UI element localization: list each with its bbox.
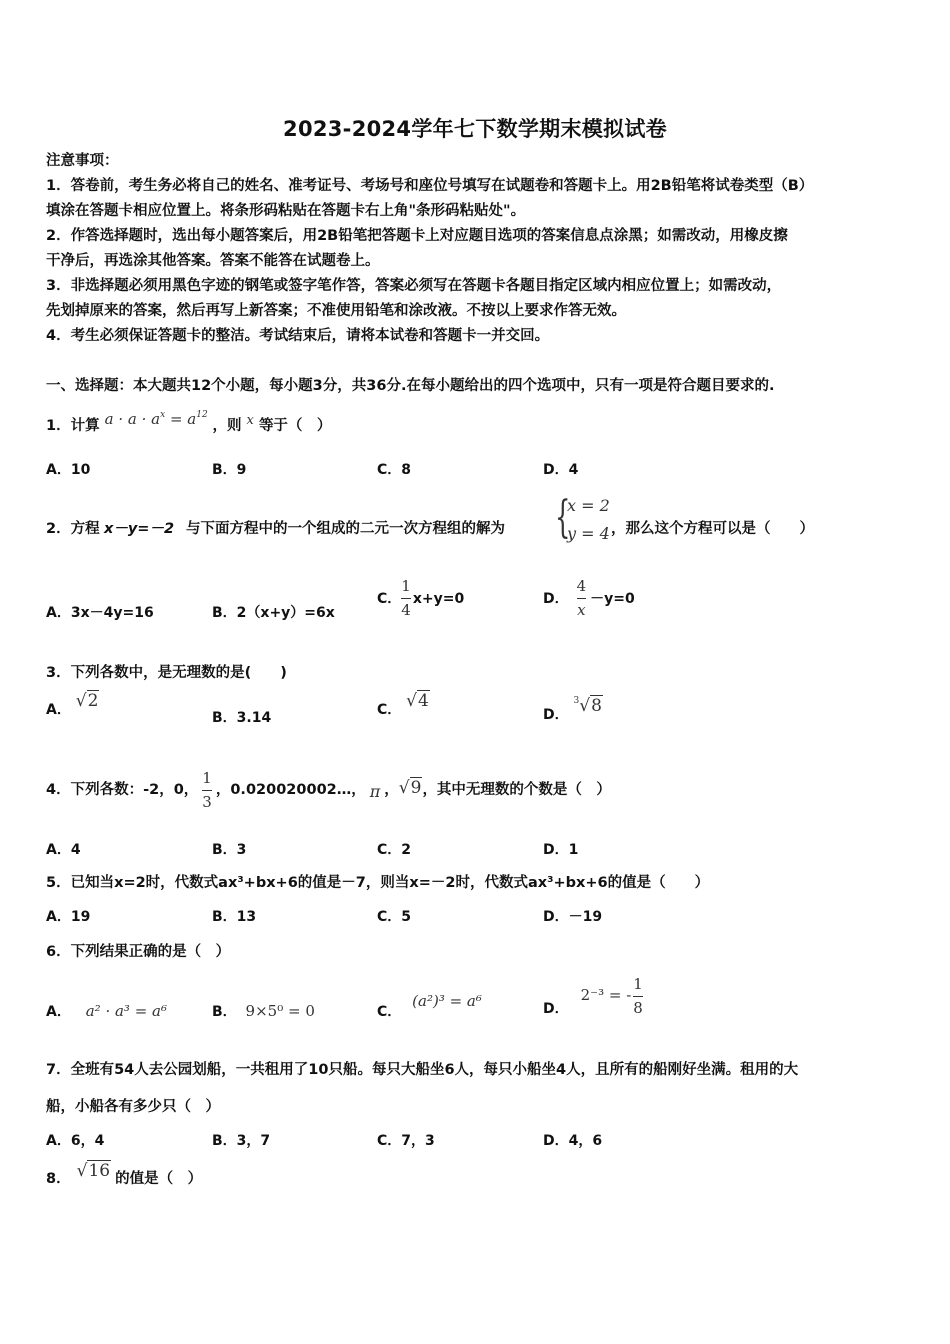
q2-sys-2: y = 4 xyxy=(567,524,610,543)
option-d xyxy=(543,578,635,619)
q6-d-expr: 2⁻³ = - xyxy=(580,985,632,1004)
fraction-numerator: 1 xyxy=(202,768,212,787)
q6-c-label: C． xyxy=(377,1004,402,1020)
pi-symbol: π xyxy=(369,782,381,801)
q4-post: ，其中无理数的个数是（ ） xyxy=(422,782,611,798)
option-a: A．3x－4y=16 xyxy=(46,605,154,621)
option-a: A．10 xyxy=(46,462,91,478)
notice-line: 2．作答选择题时，选出每小题答案后，用2B铅笔把答题卡上对应题目选项的答案信息点涂黑；如需改动，用橡皮擦 xyxy=(46,228,788,244)
fraction-numerator: 1 xyxy=(401,577,411,595)
option-c xyxy=(377,691,430,719)
notice-line: 填涂在答题卡相应位置上。将条形码粘贴在答题卡右上角"条形码粘贴处"。 xyxy=(46,203,526,219)
root-index: 3 xyxy=(573,696,580,706)
option-b: B．2（x+y）=6x xyxy=(212,605,335,621)
q6-d-label: D． xyxy=(543,1000,569,1017)
fraction xyxy=(401,578,411,619)
question-4 xyxy=(46,760,611,820)
q2-c-rest: x+y=0 xyxy=(412,590,465,607)
fraction xyxy=(202,770,212,811)
option-a xyxy=(46,691,99,719)
fraction xyxy=(577,578,587,619)
option-b xyxy=(212,1002,315,1021)
option-d: D．4，6 xyxy=(543,1133,603,1149)
option-c: C．7，3 xyxy=(377,1133,435,1149)
option-d xyxy=(543,976,643,1017)
q4-sep: ， xyxy=(384,782,399,798)
fraction-denominator: x xyxy=(577,601,586,619)
question-7-line-2: 船，小船各有多少只（ ） xyxy=(46,1099,220,1115)
q2-d-label: D． xyxy=(543,590,569,607)
question-8 xyxy=(46,1161,203,1188)
q3-c-label: C． xyxy=(377,702,402,718)
fraction-denominator: 4 xyxy=(401,601,411,619)
notice-line: 3．非选择题必须用黑色字迹的钢笔或签字笔作答，答案必须写在答题卡各题目指定区域内相应位置上；如需改动， xyxy=(46,278,782,294)
sqrt-icon: √4 xyxy=(406,691,429,711)
option-b: B．3.14 xyxy=(212,710,272,726)
option-b: B．9 xyxy=(212,462,247,478)
q1-exp-12: 12 xyxy=(196,410,208,420)
q6-a-expr: a² · a³ = a⁶ xyxy=(85,1002,167,1020)
option-c: C．8 xyxy=(377,462,412,478)
option-a: A．4 xyxy=(46,842,81,858)
fraction-numerator: 4 xyxy=(576,577,587,595)
q6-c-expr: (a²)³ = a⁶ xyxy=(412,992,482,1010)
notice-heading: 注意事项： xyxy=(46,153,119,169)
q1-exp-x: x xyxy=(160,410,166,420)
question-6: 6．下列结果正确的是（ ） xyxy=(46,944,231,960)
q3-a-label: A． xyxy=(46,702,71,718)
fraction-denominator: 8 xyxy=(633,999,643,1017)
radicand: 16 xyxy=(88,1161,111,1181)
q6-b-expr: 9×5⁰ = 0 xyxy=(245,1002,315,1020)
section-heading: 一、选择题：本大题共12个小题，每小题3分，共36分.在每小题给出的四个选项中，只有一项是符合题目要求的. xyxy=(46,378,775,394)
option-b: B．13 xyxy=(212,909,257,925)
cbrt-icon: $^3$√8 xyxy=(573,696,602,716)
notice-line: 干净后，再选涂其他答案。答案不能答在试题卷上。 xyxy=(46,253,380,269)
q6-b-label: B． xyxy=(212,1004,237,1020)
q3-d-label: D． xyxy=(543,707,569,723)
option-a xyxy=(46,1002,167,1021)
q1-post: 等于（ ） xyxy=(258,418,332,434)
q2-eq: x－y=－2 xyxy=(104,521,175,537)
option-d: D．1 xyxy=(543,842,579,858)
option-b: B．3，7 xyxy=(212,1133,271,1149)
option-c xyxy=(377,578,464,619)
option-c xyxy=(377,992,482,1021)
q4-mid: ，0.020020002…， xyxy=(215,782,366,798)
radicand: 4 xyxy=(418,691,429,711)
sqrt-icon: √16 xyxy=(76,1161,111,1181)
radicand: 2 xyxy=(87,691,99,711)
fraction-numerator: 1 xyxy=(633,975,643,993)
sqrt-icon: √2 xyxy=(75,691,99,711)
notice-line: 先划掉原来的答案，然后再写上新答案；不准使用铅笔和涂改液。不按以上要求作答无效。 xyxy=(46,303,626,319)
q8-post: 的值是（ ） xyxy=(115,1171,203,1187)
notice-line: 1．答卷前，考生务必将自己的姓名、准考证号、考场号和座位号填写在试题卷和答题卡上。用2B铅笔将试卷类型（B） xyxy=(46,178,814,194)
option-d xyxy=(543,696,603,724)
q6-a-label: A． xyxy=(46,1004,71,1020)
q4-pre: 4．下列各数：-2，0， xyxy=(46,782,199,798)
question-3: 3．下列各数中，是无理数的是( ) xyxy=(46,665,287,681)
q2-sys-1: x = 2 xyxy=(567,496,610,515)
radicand: 9 xyxy=(410,778,422,798)
q1-mid: ，则 xyxy=(212,418,242,434)
q2-mid: 与下面方程中的一个组成的二元一次方程组的解为 xyxy=(186,521,505,537)
option-c: C．2 xyxy=(377,842,412,858)
question-1 xyxy=(46,406,331,435)
radicand: 8 xyxy=(591,696,602,716)
option-a: A．6，4 xyxy=(46,1133,105,1149)
page-title: 2023-2024学年七下数学期末模拟试卷 xyxy=(283,117,667,141)
option-b: B．3 xyxy=(212,842,247,858)
brace-icon: { xyxy=(555,492,571,543)
fraction-denominator: 3 xyxy=(202,792,212,811)
q1-var: x xyxy=(246,413,254,428)
q1-eq: = a xyxy=(165,410,197,428)
option-d: D．－19 xyxy=(543,909,603,925)
q2-post: ，那么这个方程可以是（ ） xyxy=(611,521,814,537)
sqrt-icon: √9 xyxy=(398,778,422,798)
q2-pre: 2．方程 xyxy=(46,521,100,537)
q2-c-label: C． xyxy=(377,590,402,607)
question-7-line-1: 7．全班有54人去公园划船，一共租用了10只船。每只大船坐6人，每只小船坐4人，且所有的船刚好坐满。租用的大 xyxy=(46,1062,799,1078)
q1-pre: 1．计算 xyxy=(46,418,100,434)
notice-line: 4．考生必须保证答题卡的整洁。考试结束后，请将本试卷和答题卡一并交回。 xyxy=(46,328,550,344)
option-a: A．19 xyxy=(46,909,91,925)
q2-d-rest: －y=0 xyxy=(590,590,635,607)
fraction xyxy=(633,976,643,1017)
question-5: 5．已知当x=2时，代数式ax³+bx+6的值是－7，则当x=－2时，代数式ax³+bx+6的值是（ ） xyxy=(46,875,710,891)
option-c: C．5 xyxy=(377,909,412,925)
q1-expr: a · a · a xyxy=(104,410,161,428)
q8-pre: 8． xyxy=(46,1171,71,1187)
option-d: D．4 xyxy=(543,462,579,478)
